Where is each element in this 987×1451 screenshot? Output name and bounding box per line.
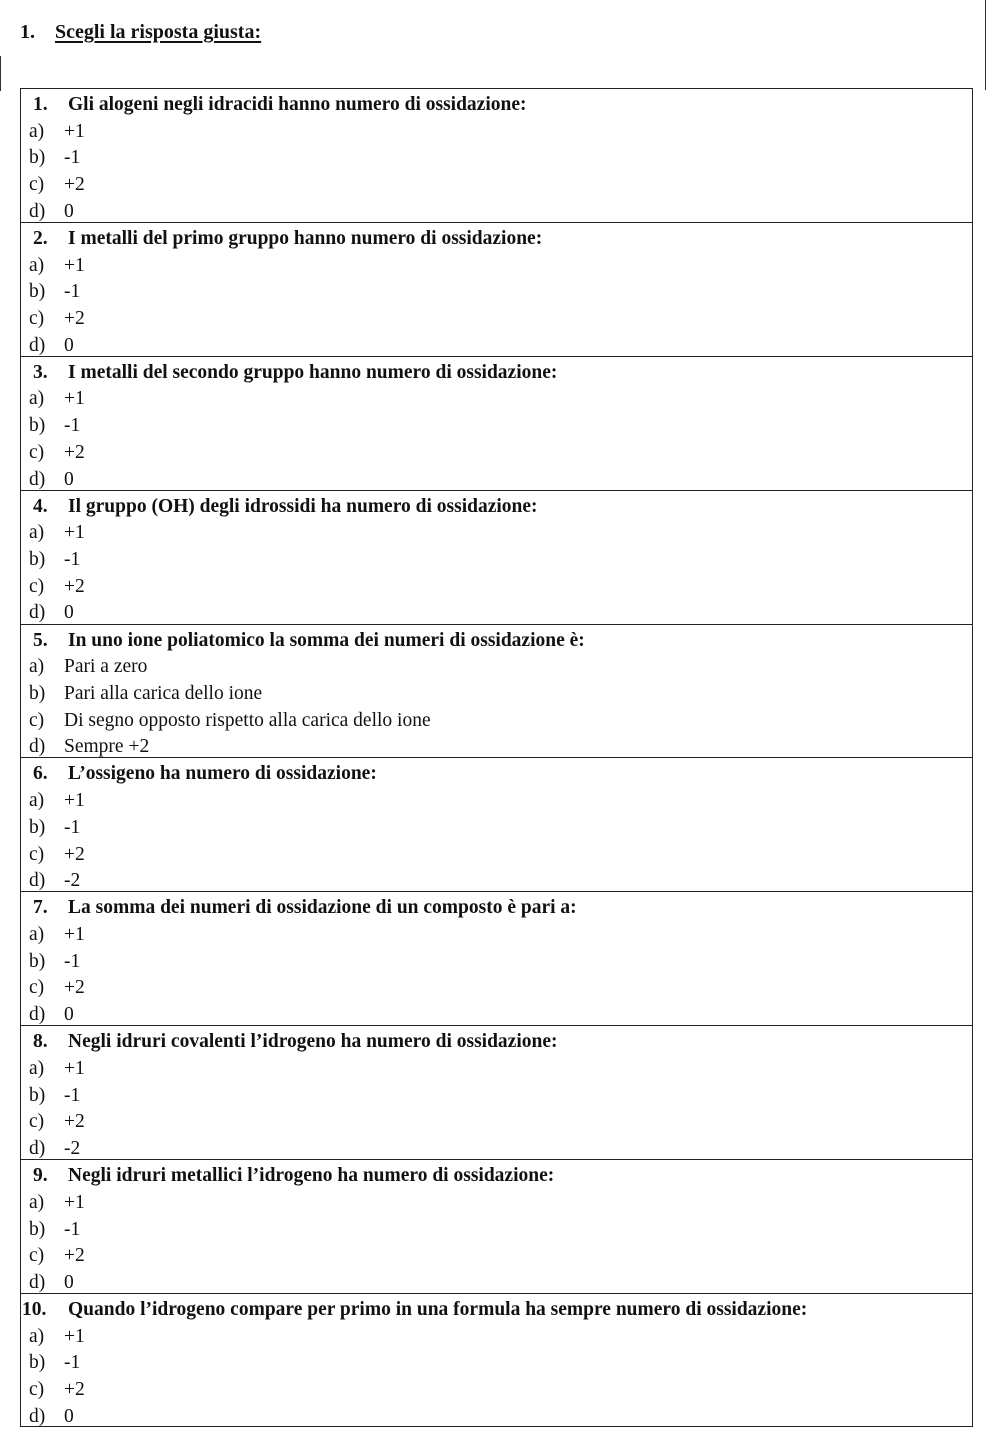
question-number: 4. (33, 495, 48, 517)
question-block (21, 491, 972, 625)
option-text: +2 (64, 1379, 85, 1401)
question-block (21, 1026, 972, 1160)
exercise-instruction: Scegli la risposta giusta: (55, 21, 262, 43)
answer-option[interactable] (21, 520, 972, 547)
answer-option[interactable] (21, 654, 972, 681)
option-letter: d) (29, 1271, 46, 1293)
question-number: 1. (33, 94, 48, 115)
option-text: 0 (64, 602, 74, 624)
question-label: Il gruppo (OH) degli idrossidi ha numero di ossidazione: (68, 495, 538, 517)
option-text: +2 (64, 1111, 85, 1133)
answer-option[interactable] (21, 1217, 972, 1244)
answer-option[interactable] (21, 1136, 972, 1163)
question-text (21, 494, 972, 521)
option-text: 0 (64, 200, 74, 222)
option-text: -1 (64, 1352, 81, 1374)
question-block (21, 892, 972, 1026)
option-letter: a) (29, 656, 45, 678)
answer-option[interactable] (21, 681, 972, 708)
question-label: In uno ione poliatomico la somma dei numeri di ossidazione è: (68, 629, 585, 651)
option-letter: d) (29, 1405, 46, 1427)
answer-option[interactable] (21, 574, 972, 601)
option-letter: b) (29, 1352, 46, 1374)
question-number: 7. (33, 897, 48, 919)
option-letter: c) (29, 977, 45, 999)
option-text: +2 (64, 843, 85, 865)
option-letter: c) (29, 709, 45, 731)
option-letter: a) (29, 924, 45, 946)
option-letter: b) (29, 415, 46, 437)
option-text: +1 (64, 1191, 85, 1213)
answer-option[interactable] (21, 1324, 972, 1351)
option-text: +2 (64, 575, 85, 597)
answer-option[interactable] (21, 253, 972, 280)
exercise-number: 1. (20, 21, 35, 43)
option-letter: c) (29, 843, 45, 865)
option-letter: b) (29, 549, 46, 571)
quiz-table (20, 88, 973, 1427)
question-block (21, 223, 972, 357)
question-text (21, 761, 972, 788)
answer-option[interactable] (21, 386, 972, 413)
answer-option[interactable] (21, 975, 972, 1002)
question-text (21, 1163, 972, 1190)
option-letter: c) (29, 308, 45, 329)
question-block (21, 625, 972, 759)
answer-option[interactable] (21, 1056, 972, 1083)
option-letter: c) (29, 441, 45, 463)
question-text (21, 628, 972, 655)
option-letter: d) (29, 870, 46, 892)
answer-option[interactable] (21, 1270, 972, 1297)
answer-option[interactable] (21, 708, 972, 735)
option-text: -1 (64, 549, 81, 571)
option-text: -1 (64, 147, 81, 169)
answer-option[interactable] (21, 600, 972, 627)
option-letter: b) (29, 1218, 46, 1240)
option-letter: c) (29, 1111, 45, 1133)
option-letter: a) (29, 1057, 45, 1079)
option-letter: d) (29, 1138, 46, 1160)
answer-option[interactable] (21, 413, 972, 440)
option-letter: d) (29, 334, 46, 356)
option-letter: a) (29, 388, 45, 410)
option-text: 0 (64, 1271, 74, 1293)
question-number: 10. (22, 1299, 47, 1321)
option-text: +2 (64, 977, 85, 999)
question-label: Gli alogeni negli idracidi hanno numero di ossidazione: (68, 94, 527, 115)
option-text: +2 (64, 441, 85, 463)
option-letter: d) (29, 1004, 46, 1026)
option-text: -1 (64, 281, 81, 303)
question-text (21, 1029, 972, 1056)
option-letter: b) (29, 950, 46, 972)
question-label: Quando l’idrogeno compare per primo in una formula ha sempre numero di ossidazione: (68, 1299, 808, 1321)
question-label: Negli idruri covalenti l’idrogeno ha numero di ossidazione: (68, 1031, 558, 1053)
option-letter: a) (29, 1191, 45, 1213)
option-text: +1 (64, 924, 85, 946)
option-letter: a) (29, 522, 45, 544)
option-letter: b) (29, 816, 46, 838)
option-text: +1 (64, 120, 85, 142)
option-text: -1 (64, 1218, 81, 1240)
option-text: -1 (64, 1084, 81, 1106)
answer-option[interactable] (21, 333, 972, 360)
answer-option[interactable] (21, 172, 972, 199)
option-text: -1 (64, 816, 81, 838)
exercise-title (20, 19, 261, 45)
answer-option[interactable] (21, 467, 972, 494)
answer-option[interactable] (21, 440, 972, 467)
option-letter: b) (29, 147, 46, 169)
option-letter: d) (29, 468, 46, 490)
question-number: 8. (33, 1031, 48, 1053)
question-number: 9. (33, 1165, 48, 1187)
question-block (21, 1294, 972, 1428)
option-letter: d) (29, 602, 46, 624)
answer-option[interactable] (21, 949, 972, 976)
option-text: 0 (64, 334, 74, 356)
question-number: 6. (33, 763, 48, 785)
answer-option[interactable] (21, 922, 972, 949)
answer-option[interactable] (21, 734, 972, 761)
option-text: +2 (64, 1245, 85, 1267)
option-letter: c) (29, 1245, 45, 1267)
option-letter: d) (29, 736, 46, 758)
question-text (21, 895, 972, 922)
option-text: -2 (64, 870, 81, 892)
option-text: +1 (64, 1325, 85, 1347)
answer-option[interactable] (21, 842, 972, 869)
question-label: L’ossigeno ha numero di ossidazione: (68, 763, 377, 785)
answer-option[interactable] (21, 119, 972, 146)
option-letter: b) (29, 281, 46, 303)
option-letter: a) (29, 254, 45, 276)
option-text: +1 (64, 790, 85, 812)
answer-option[interactable] (21, 1377, 972, 1404)
answer-option[interactable] (21, 1404, 972, 1431)
option-text: +2 (64, 174, 85, 196)
question-label: Negli idruri metallici l’idrogeno ha numero di ossidazione: (68, 1165, 555, 1187)
question-block (21, 1160, 972, 1294)
question-block (21, 89, 972, 223)
option-text: Pari alla carica dello ione (64, 682, 263, 704)
question-text (21, 1297, 972, 1324)
question-text (21, 360, 972, 387)
option-letter: d) (29, 200, 46, 222)
option-text: Sempre +2 (64, 736, 150, 758)
option-letter: c) (29, 1379, 45, 1401)
answer-option[interactable] (21, 788, 972, 815)
page-edge-left (0, 56, 1, 91)
answer-option[interactable] (21, 1002, 972, 1029)
question-number: 2. (33, 227, 48, 249)
question-label: I metalli del primo gruppo hanno numero di ossidazione: (68, 227, 543, 249)
answer-option[interactable] (21, 199, 972, 226)
option-text: 0 (64, 468, 74, 490)
option-text: +2 (64, 308, 85, 329)
question-text (21, 92, 972, 119)
page-edge-right (985, 0, 986, 90)
question-number: 3. (33, 361, 48, 383)
question-block (21, 357, 972, 491)
option-text: +1 (64, 522, 85, 544)
option-text: 0 (64, 1004, 74, 1026)
answer-option[interactable] (21, 1083, 972, 1110)
answer-option[interactable] (21, 1190, 972, 1217)
option-letter: b) (29, 1084, 46, 1106)
option-text: -2 (64, 1138, 81, 1160)
option-text: +1 (64, 254, 85, 276)
answer-option[interactable] (21, 547, 972, 574)
answer-option[interactable] (21, 279, 972, 306)
option-letter: a) (29, 790, 45, 812)
answer-option[interactable] (21, 868, 972, 895)
question-text (21, 226, 972, 253)
option-text: Pari a zero (64, 656, 148, 678)
option-letter: b) (29, 682, 46, 704)
option-text: Di segno opposto rispetto alla carica dello ione (64, 709, 431, 731)
answer-option[interactable] (21, 1109, 972, 1136)
option-letter: a) (29, 1325, 45, 1347)
option-text: +1 (64, 1057, 85, 1079)
question-label: La somma dei numeri di ossidazione di un composto è pari a: (68, 897, 577, 919)
question-block (21, 758, 972, 892)
question-number: 5. (33, 629, 48, 651)
option-text: 0 (64, 1405, 74, 1427)
option-letter: c) (29, 174, 45, 196)
option-text: -1 (64, 415, 81, 437)
question-label: I metalli del secondo gruppo hanno numero di ossidazione: (68, 361, 558, 383)
answer-option[interactable] (21, 145, 972, 172)
option-letter: c) (29, 575, 45, 597)
answer-option[interactable] (21, 815, 972, 842)
answer-option[interactable] (21, 1350, 972, 1377)
option-text: -1 (64, 950, 81, 972)
option-letter: a) (29, 120, 45, 142)
answer-option[interactable] (21, 306, 972, 333)
option-text: +1 (64, 388, 85, 410)
answer-option[interactable] (21, 1243, 972, 1270)
